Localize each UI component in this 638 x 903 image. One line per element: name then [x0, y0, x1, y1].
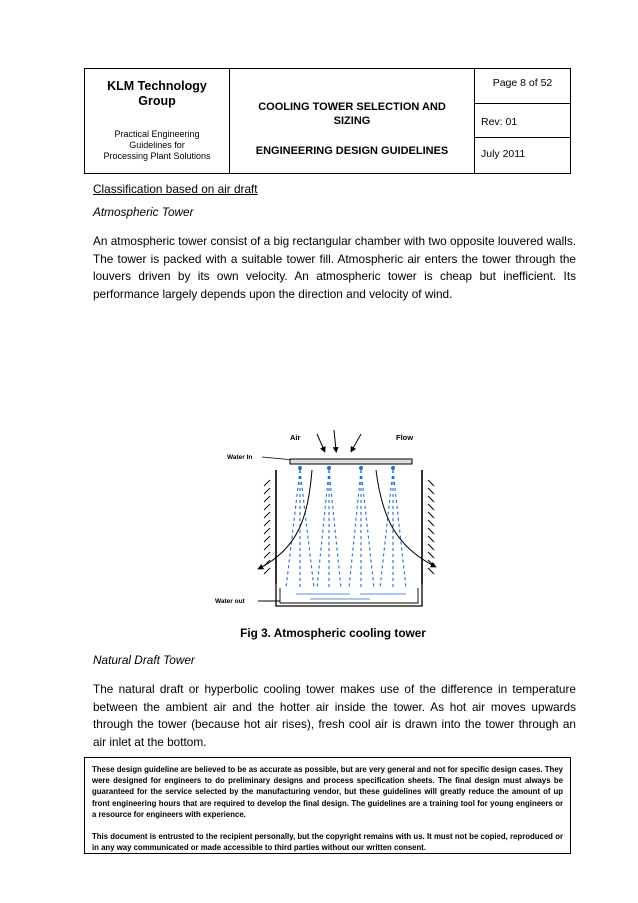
revision: Rev: 01: [475, 104, 570, 139]
nozzle: [359, 466, 363, 470]
water-spray: [286, 470, 406, 588]
label-water-out: Water out: [215, 598, 245, 605]
company-tagline: [85, 129, 229, 162]
air-flow-right: [376, 470, 434, 566]
company-name-line1: KLM Technology: [107, 79, 207, 93]
natural-draft-heading: Natural Draft Tower: [93, 653, 195, 667]
company-name: [85, 79, 229, 109]
nozzle: [327, 466, 331, 470]
company-cell: [85, 69, 230, 173]
air-arrow-left: [317, 434, 324, 450]
meta-cell: [475, 69, 570, 173]
document-subtitle: ENGINEERING DESIGN GUIDELINES: [255, 145, 449, 157]
atmospheric-paragraph: An atmospheric tower consist of a big rectangular chamber with two opposite louvered walls. The tower is packed with a suitable tower fill. Atmospheric air enters the tower through the louvers driven by its own velocity. An atmospheric tower is cheap but inefficient. Its performance largely depends upon the direction and velocity of wind.: [93, 234, 576, 301]
atmospheric-heading: Atmospheric Tower: [93, 205, 194, 219]
water-distribution-pipe: [290, 459, 412, 464]
air-flow-left: [260, 470, 312, 568]
cooling-tower-diagram: [200, 428, 440, 618]
air-arrow-center: [334, 430, 336, 450]
figure-caption: Fig 3. Atmospheric cooling tower: [240, 626, 426, 640]
document-title: [230, 100, 474, 128]
label-air: Air: [290, 433, 301, 442]
company-name-line2: Group: [138, 94, 176, 108]
company-tagline-line3: Processing Plant Solutions: [103, 151, 211, 161]
disclaimer-box: [84, 757, 571, 854]
water-in-leader: [262, 457, 294, 460]
natural-draft-paragraph: The natural draft or hyperbolic cooling tower makes use of the difference in temperature between the ambient air and the hotter air inside the tower. As hot air moves upwards through the tower (because hot air rises), fresh cool air is drawn into the tower through an air inlet at the bottom.: [93, 682, 576, 749]
label-water-in: Water In: [227, 454, 253, 461]
nozzle: [391, 466, 395, 470]
company-tagline-line1: Practical Engineering: [114, 129, 200, 139]
document-title-line1: COOLING TOWER SELECTION AND: [258, 101, 446, 113]
document-title-line2: SIZING: [333, 115, 371, 127]
air-arrow-right: [352, 434, 361, 450]
disclaimer-paragraph-1: These design guideline are believed to be as accurate as possible, but are very general and not for specific design cases. They were designed for engineers to do preliminary designs and process specification sheets. The final design must always be guaranteed for the service selected by the manufacturing vendor, but these guidelines will greatly reduce the amount of up front engineering hours that are required to develop the final design. The guidelines are a training tool for young engineers or a resource for engineers with experience.: [92, 765, 563, 819]
disclaimer-paragraph-2: This document is entrusted to the recipient personally, but the copyright remains with us. It must not be copied, reproduced or in any way communicated or made accessible to third parties without our written consent.: [92, 832, 563, 853]
date: July 2011: [481, 148, 526, 161]
document-header: [84, 68, 571, 174]
basin-water: [296, 594, 406, 599]
nozzle: [298, 466, 302, 470]
page-number: Page 8 of 52: [475, 69, 570, 104]
label-flow: Flow: [396, 433, 414, 442]
title-cell: [230, 69, 475, 173]
basin-inner: [280, 588, 418, 603]
spray-nozzles: [298, 466, 395, 470]
section-heading: Classification based on air draft: [93, 182, 258, 196]
company-tagline-line2: Guidelines for: [129, 140, 185, 150]
